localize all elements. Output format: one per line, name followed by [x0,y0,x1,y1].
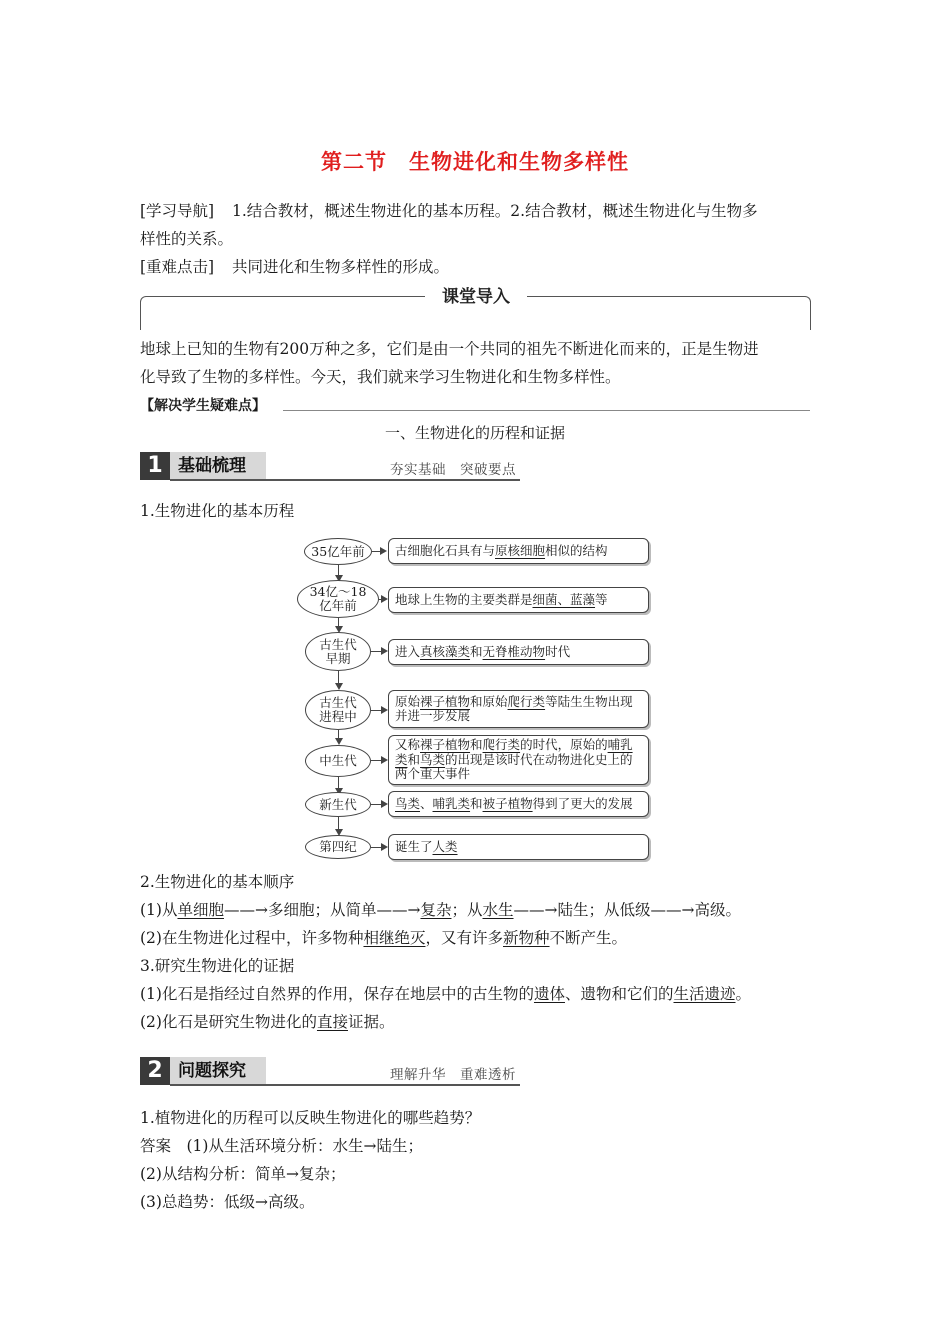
part2-heading: 2.生物进化的基本顺序 [140,873,295,891]
arrow-head [381,800,388,808]
event-box [388,735,649,785]
badge-subtitle: 理解升华 重难透析 [390,1067,516,1083]
connector [372,551,382,552]
connector [379,599,382,600]
arrow-head [381,843,388,851]
key-term: 水生 [482,901,514,919]
event-text: 和 [470,737,483,753]
intro-line-1: 地球上已知的生物有200万种之多，它们是由一个共同的祖先不断进化而来的，正是生物进 [140,340,759,358]
key-term: 生活遗迹 [673,985,736,1003]
badge-number: 1 [140,452,170,480]
connector [338,618,339,628]
era-label: 新生代 [319,796,357,812]
event-box [388,639,649,665]
era-label: 古生代进程中 [319,695,357,724]
arrow-head [380,547,387,555]
part3-heading: 3.研究生物进化的证据 [140,957,295,975]
key-term: 遗体 [533,985,565,1003]
event-text: 得到了更大的发展 [532,795,633,811]
key-term: 单细胞 [177,901,224,919]
text: ——→多细胞；从简单——→ [223,901,421,919]
era-oval [305,835,371,859]
era-oval [305,792,371,817]
event-term: 爬行类 [482,737,521,753]
event-text: 等 [595,591,608,607]
text: 证据。 [347,1013,395,1031]
era-oval [297,580,379,618]
arrow-head [381,595,388,603]
era-oval [305,745,371,777]
text: (1)从 [140,901,178,919]
arrow-head [381,647,388,655]
event-text: 时代 [545,643,571,659]
connector [371,804,382,805]
event-text: 原始 [395,693,421,709]
text: ——→陆生；从低级——→高级。 [513,901,741,919]
event-term: 爬行类 [507,693,546,709]
solve-divider [283,410,810,411]
guide-text-1: 1.结合教材，概述生物进化的基本历程。2.结合教材，概述生物进化与生物多 [231,202,758,220]
event-term: 裸子植物 [420,693,471,709]
intro-line-2: 化导致了生物的多样性。今天，我们就来学习生物进化和生物多样性。 [140,368,621,386]
event-term: 原核细胞 [495,542,546,558]
text: ，又有许多 [425,929,503,947]
text: (1)化石是指经过自然界的作用，保存在地层中的古生物的 [140,985,534,1003]
part2-line-1 [140,896,812,924]
era-label: 中生代 [319,753,357,768]
badge-rule [170,479,520,481]
badge-basics [140,452,520,480]
arrow-head [335,829,343,836]
event-text: 和 [470,643,483,659]
event-term: 无脊椎动物 [482,643,546,659]
connector [371,847,382,848]
event-text: 和原始 [470,693,508,709]
event-term: 被子植物 [482,795,533,811]
event-text: 和 [407,751,421,767]
badge-number: 2 [140,1057,170,1085]
arrow-head [335,683,343,690]
text: (2)在生物进化过程中，许多物种 [140,929,364,947]
event-box [388,690,649,728]
answer-line-3: (3)总趋势：低级→高级。 [140,1193,315,1211]
keypoint-label: [重难点击] [140,258,215,276]
connector [338,817,339,831]
event-term: 哺乳类 [395,737,633,767]
part1-heading: 1.生物进化的基本历程 [140,502,295,520]
part2-line-2 [140,924,812,952]
event-text: 的时代，原始的 [520,737,608,753]
keypoint-text: 共同进化和生物多样性的形成。 [231,258,449,276]
guide-text-2: 样性的关系。 [140,230,234,248]
event-text: 相似的结构 [545,542,608,558]
guide-label: [学习导航] [140,202,215,220]
intro-label: 课堂导入 [425,284,527,310]
event-box [388,538,649,564]
event-text: 地球上生物的主要类群是 [395,591,533,607]
key-term: 直接 [316,1013,348,1031]
era-label: 第四纪 [319,839,357,854]
era-label: 34亿～18亿年前 [309,584,367,613]
event-text: 进入 [395,643,421,659]
part3-line-2 [140,1008,812,1036]
event-term: 鸟类 [395,795,421,811]
connector [371,760,382,761]
badge-inquiry [140,1057,520,1085]
page-title: 第二节 生物进化和生物多样性 [321,150,629,174]
arrow-head [335,738,343,745]
badge-label: 基础梳理 [170,452,266,480]
part3-line-1 [140,980,812,1008]
connector [338,671,339,685]
answer-line-2: (2)从结构分析：简单→复杂； [140,1165,346,1183]
connector [338,730,339,740]
key-term: 复杂 [420,901,452,919]
question-text: 1.植物进化的历程可以反映生物进化的哪些趋势？ [140,1109,481,1127]
solve-label: 【解决学生疑难点】 [140,398,266,414]
era-oval [304,538,372,565]
connector [338,777,339,790]
event-box [388,834,649,860]
arrow-head [335,575,343,582]
arrow-head [335,626,343,633]
key-points [140,253,812,281]
event-text: 诞生了 [395,838,433,854]
connector [338,565,339,577]
text: ；从 [451,901,483,919]
badge-label: 问题探究 [170,1057,266,1085]
answer-line-1: 答案 (1)从生活环境分析：水生→陆生； [140,1137,423,1155]
badge-rule [170,1084,520,1086]
event-box [388,791,649,817]
event-text: 古细胞化石具有与 [395,542,496,558]
arrow-head [381,706,388,714]
text: 。 [735,985,752,1003]
connector [371,651,382,652]
era-label: 古生代早期 [319,636,357,666]
event-term: 裸子植物 [420,737,471,753]
event-term: 哺乳类 [432,795,471,811]
key-term: 相继绝灭 [363,929,426,947]
text: 、遗物和它们的 [564,985,674,1003]
event-text: 和 [470,795,483,811]
arrow-head [381,756,388,764]
event-term: 鸟类 [420,751,446,767]
key-term: 新物种 [503,929,550,947]
event-term: 细菌、蓝藻 [532,591,596,607]
text: (2)化石是研究生物进化的 [140,1013,317,1031]
connector [371,710,382,711]
text: 不断产生。 [549,929,628,947]
event-term: 人类 [432,838,458,854]
era-oval [305,632,371,671]
era-oval [305,690,371,730]
learning-guide [140,197,812,225]
event-text: 又称 [395,737,421,753]
event-text: 的出现是该时代在动物进化史上的两个重大事件 [395,751,633,782]
era-label: 35亿年前 [311,543,365,559]
event-text: 、 [420,795,433,811]
section-heading: 一、生物进化的历程和证据 [384,424,565,442]
event-text: 等陆生生物出现并进一步发展 [395,693,633,723]
badge-subtitle: 夯实基础 突破要点 [390,462,516,478]
arrow-head [335,788,343,795]
event-term: 真核藻类 [420,643,471,659]
event-box [388,587,649,613]
